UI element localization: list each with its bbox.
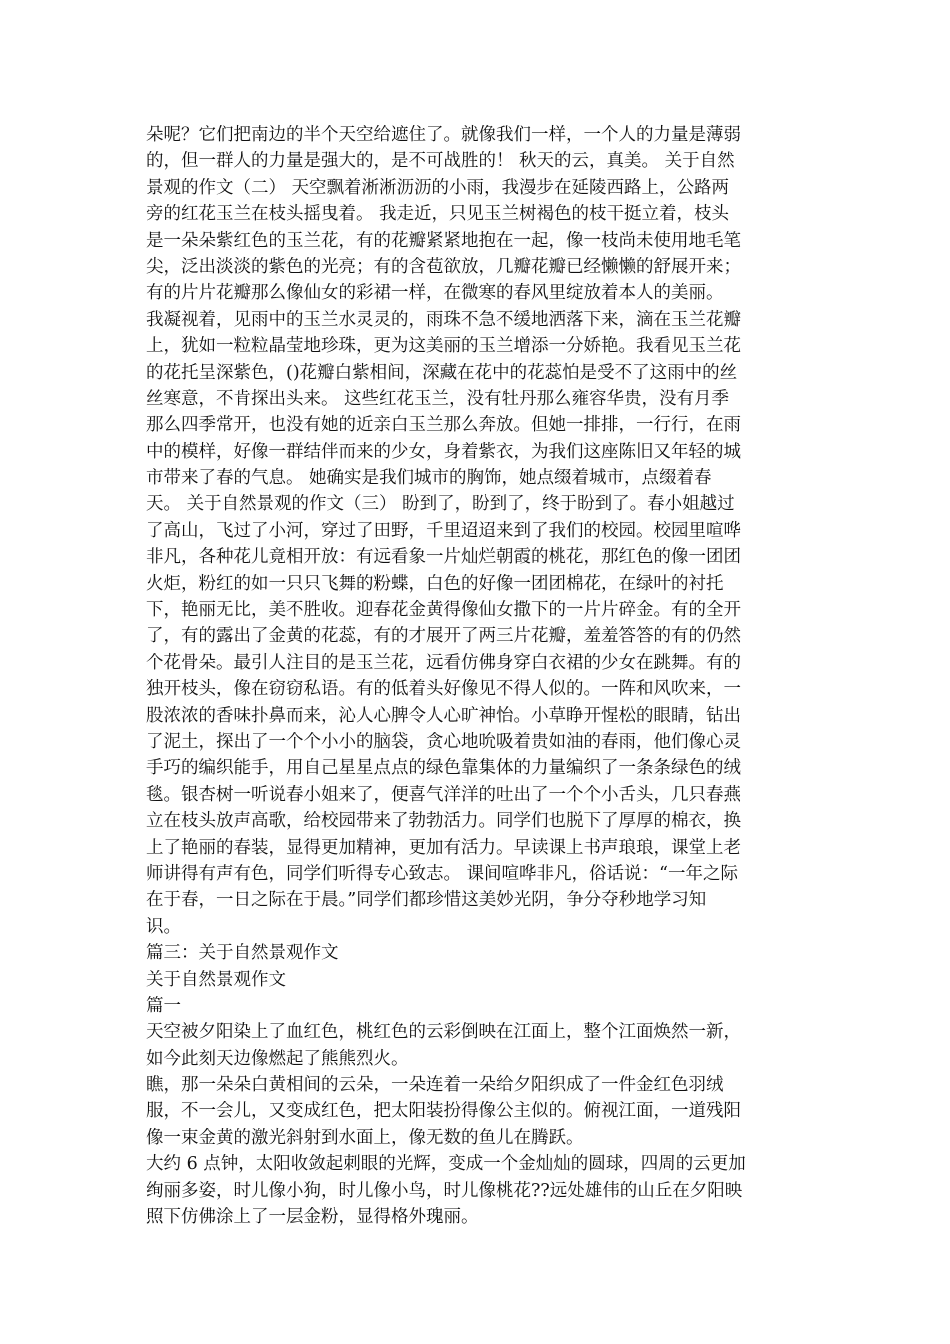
text-line-6: 尖，泛出淡淡的紫色的光亮；有的含苞欲放，几瓣花瓣已经懒懒的舒展开来；: [146, 256, 741, 277]
text-line-42: 照下仿佛涂上了一层金粉，显得格外瑰丽。: [146, 1207, 479, 1228]
text-line-36: 如今此刻天边像燃起了熊熊烈火。: [146, 1048, 409, 1069]
text-line-13: 中的模样，好像一群结伴而来的少女，身着紫衣，为我们这座陈旧又年轻的城: [146, 441, 741, 462]
text-line-27: 立在枝头放声高歌，给校园带来了勃勃活力。同学们也脱下了厚厚的棉衣，换: [146, 811, 741, 832]
text-line-41: 绚丽多姿，时儿像小狗，时儿像小鸟，时儿像桃花??远处雄伟的山丘在夕阳映: [146, 1180, 743, 1201]
text-line-35: 天空被夕阳染上了血红色，桃红色的云彩倒映在江面上，整个江面焕然一新，: [146, 1022, 741, 1043]
text-line-22: 独开枝头，像在窃窃私语。有的低着头好像见不得人似的。一阵和风吹来，一: [146, 679, 741, 700]
text-line-5: 是一朵朵紫红色的玉兰花，有的花瓣紧紧地抱在一起，像一枝尚未使用地毛笔: [146, 230, 741, 251]
article-title: 关于自然景观作文: [146, 969, 286, 990]
text-line-24: 了泥土，探出了一个个小小的脑袋，贪心地吮吸着贵如油的春雨，他们像心灵: [146, 731, 741, 752]
text-line-11: 丝寒意，不肯探出头来。 这些红花玉兰，没有牡丹那么雍容华贵，没有月季: [146, 388, 730, 409]
section-heading: 篇三：关于自然景观作文: [146, 943, 339, 964]
text-line-7: 有的片片花瓣那么像仙女的彩裙一样，在微寒的春风里绽放着本人的美丽。: [146, 283, 724, 304]
text-line-2: 的，但一群人的力量是强大的，是不可战胜的！ 秋天的云，真美。 关于自然: [146, 151, 735, 172]
text-line-40: 大约 6 点钟，太阳收敛起刺眼的光辉，变成一个金灿灿的圆球，四周的云更加: [146, 1154, 746, 1175]
text-line-12: 那么四季常开，也没有她的近亲白玉兰那么奔放。但她一排排，一行行，在雨: [146, 415, 741, 436]
text-line-19: 下，艳丽无比，美不胜收。迎春花金黄得像仙女撒下的一片片碎金。有的全开: [146, 600, 741, 621]
text-line-23: 股浓浓的香味扑鼻而来，沁人心脾令人心旷神怡。小草睁开惺松的眼睛，钻出: [146, 705, 741, 726]
text-line-37: 瞧，那一朵朵白黄相间的云朵，一朵连着一朵给夕阳织成了一件金红色羽绒: [146, 1075, 724, 1096]
part-label: 篇一: [146, 995, 181, 1016]
text-line-9: 上，犹如一粒粒晶莹地珍珠，更为这美丽的玉兰增添一分娇艳。我看见玉兰花: [146, 336, 741, 357]
text-line-21: 个花骨朵。最引人注目的是玉兰花，远看仿佛身穿白衣裙的少女在跳舞。有的: [146, 652, 741, 673]
text-line-30: 在于春，一日之际在于晨。”同学们都珍惜这美妙光阴，争分夺秒地学习知: [146, 890, 707, 911]
text-line-20: 了，有的露出了金黄的花蕊，有的才展开了两三片花瓣，羞羞答答的有的仍然: [146, 626, 741, 647]
document-body: [146, 122, 806, 1230]
text-line-18: 火炬，粉红的如一只只飞舞的粉蝶，白色的好像一团团棉花，在绿叶的衬托: [146, 573, 724, 594]
text-line-26: 毯。银杏树一听说春小姐来了，便喜气洋洋的吐出了一个个小舌头，几只春燕: [146, 784, 741, 805]
text-line-15: 天。 关于自然景观的作文（三） 盼到了，盼到了，终于盼到了。春小姐越过: [146, 494, 735, 515]
text-line-17: 非凡，各种花儿竟相开放：有远看象一片灿烂朝霞的桃花，那红色的像一团团: [146, 547, 741, 568]
text-line-8: 我凝视着，见雨中的玉兰水灵灵的，雨珠不急不缓地洒落下来，滴在玉兰花瓣: [146, 309, 741, 330]
text-line-28: 上了艳丽的春装，显得更加精神，更加有活力。早读课上书声琅琅，课堂上老: [146, 837, 741, 858]
text-line-1: 朵呢？它们把南边的半个天空给遮住了。就像我们一样，一个人的力量是薄弱: [146, 125, 741, 145]
text-line-10: 的花托呈深紫色，()花瓣白紫相间，深藏在花中的花蕊怕是受不了这雨中的丝: [146, 362, 738, 383]
text-line-29: 师讲得有声有色，同学们听得专心致志。 课间喧哗非凡，俗话说：“一年之际: [146, 863, 739, 884]
text-line-39: 像一束金黄的激光斜射到水面上，像无数的鱼儿在腾跃。: [146, 1127, 584, 1148]
text-line-25: 手巧的编织能手，用自己星星点点的绿色靠集体的力量编织了一条条绿色的绒: [146, 758, 741, 779]
text-line-16: 了高山，飞过了小河，穿过了田野，千里迢迢来到了我们的校园。校园里喧哗: [146, 520, 741, 541]
text-line-3: 景观的作文（二） 天空飘着淅淅沥沥的小雨，我漫步在延陵西路上，公路两: [146, 177, 730, 198]
text-line-38: 服，不一会儿，又变成红色，把太阳装扮得像公主似的。俯视江面，一道残阳: [146, 1101, 741, 1122]
text-line-14: 市带来了春的气息。 她确实是我们城市的胸饰，她点缀着城市，点缀着春: [146, 468, 712, 489]
text-line-31: 识。: [146, 916, 181, 937]
text-line-4: 旁的红花玉兰在枝头摇曳着。 我走近，只见玉兰树褐色的枝干挺立着，枝头: [146, 204, 730, 225]
